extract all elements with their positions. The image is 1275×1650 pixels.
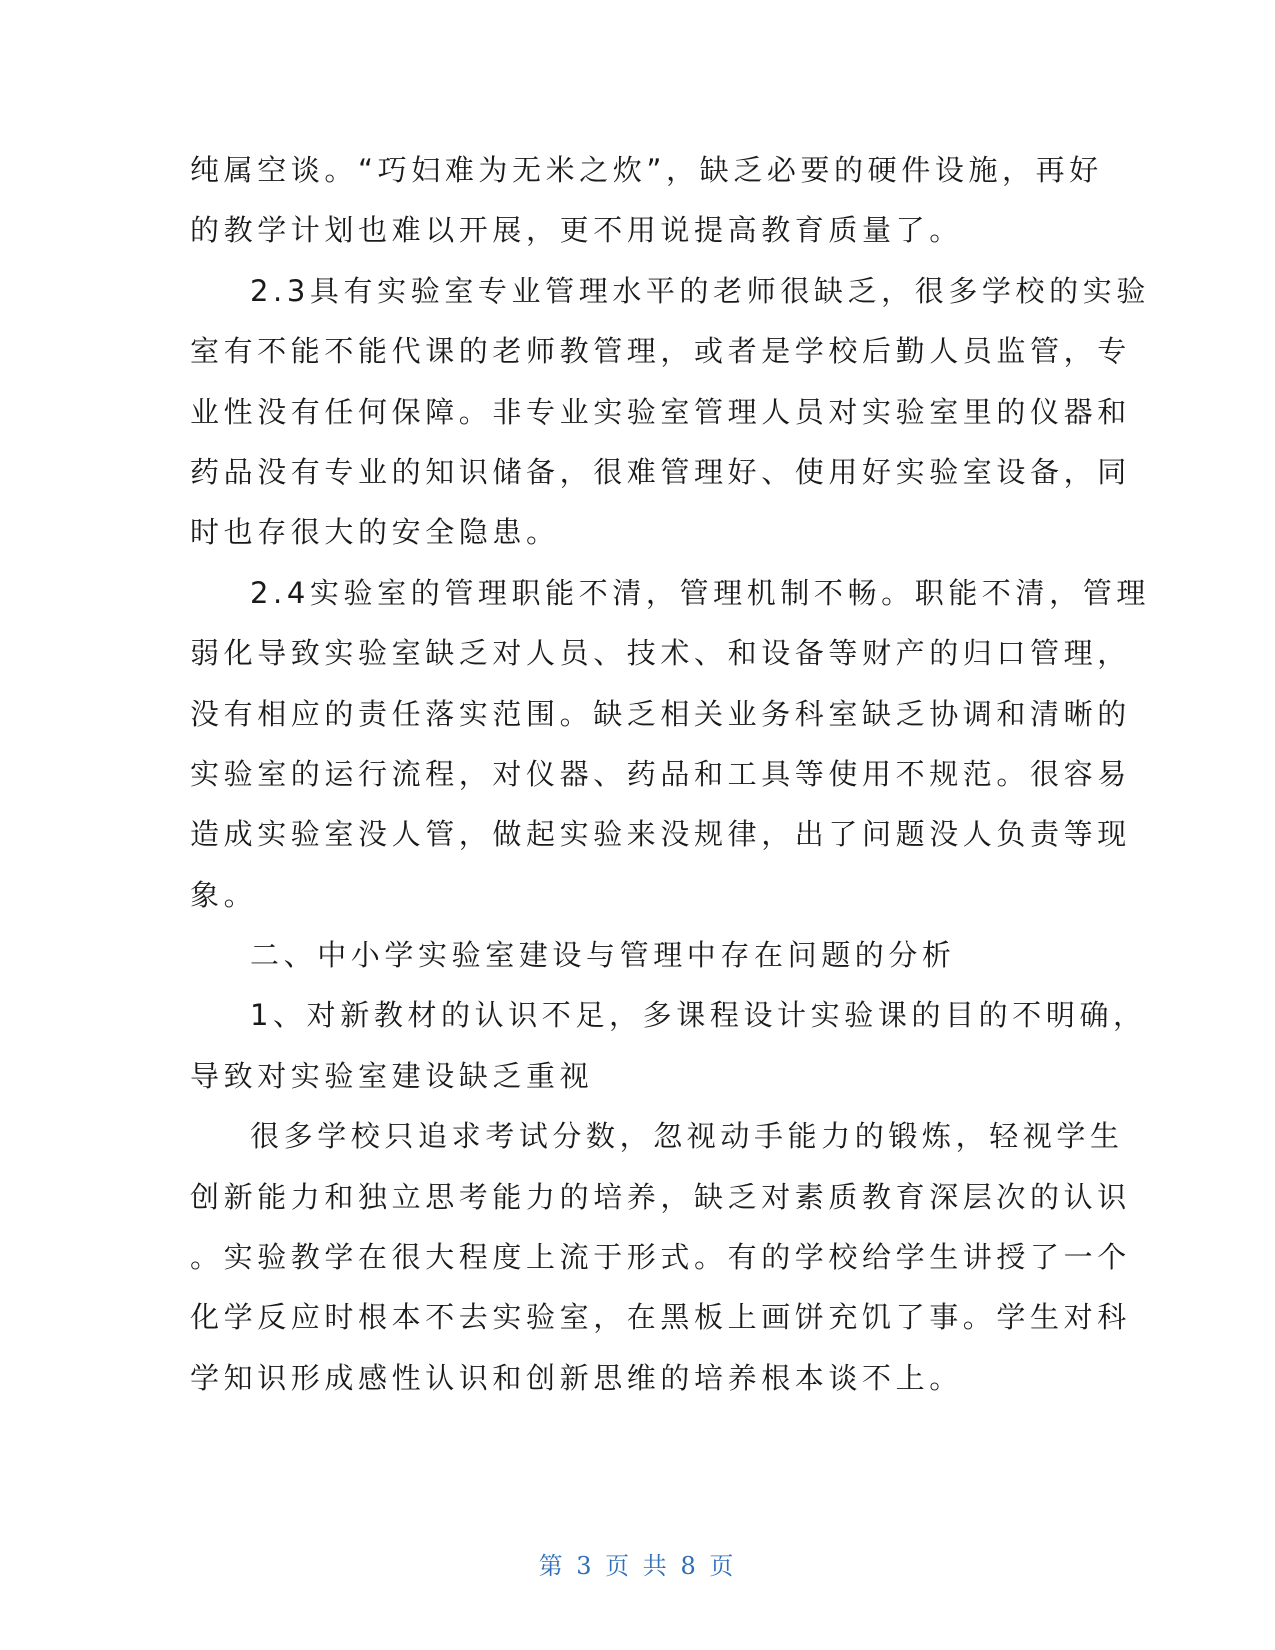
text-line-18: 创新能力和独立思考能力的培养，缺乏对素质教育深层次的认识 xyxy=(190,1179,1131,1214)
text-line-4: 室有不能不能代课的老师教管理，或者是学校后勤人员监管，专 xyxy=(190,334,1131,369)
text-line-2: 的教学计划也难以开展，更不用说提高教育质量了。 xyxy=(190,213,963,248)
text-line-7: 时也存很大的安全隐患。 xyxy=(190,515,560,550)
text-line-6: 药品没有专业的知识储备，很难管理好、使用好实验室设备，同 xyxy=(190,454,1131,489)
text-line-19: 。实验教学在很大程度上流于形式。有的学校给学生讲授了一个 xyxy=(190,1240,1131,1275)
text-line-21: 学知识形成感性认识和创新思维的培养根本谈不上。 xyxy=(190,1360,963,1395)
subsection-heading-line-1: 1、对新教材的认识不足，多课程设计实验课的目的不明确， xyxy=(250,998,1147,1033)
text-line-12: 造成实验室没人管，做起实验来没规律，出了问题没人负责等现 xyxy=(190,817,1131,852)
text-line-9: 弱化导致实验室缺乏对人员、技术、和设备等财产的归口管理， xyxy=(190,636,1131,671)
text-line-11: 实验室的运行流程，对仪器、药品和工具等使用不规范。很容易 xyxy=(190,756,1131,791)
page-number-footer: 第 3 页 共 8 页 xyxy=(538,1552,737,1580)
subsection-heading-line-2: 导致对实验室建设缺乏重视 xyxy=(190,1058,594,1093)
text-line-17: 很多学校只追求考试分数，忽视动手能力的锻炼，轻视学生 xyxy=(250,1119,1124,1154)
text-line-10: 没有相应的责任落实范围。缺乏相关业务科室缺乏协调和清晰的 xyxy=(190,696,1131,731)
text-line-13: 象。 xyxy=(190,877,258,912)
text-line-3: 2.3具有实验室专业管理水平的老师很缺乏，很多学校的实验 xyxy=(250,273,1150,308)
text-line-8: 2.4实验室的管理职能不清，管理机制不畅。职能不清，管理 xyxy=(250,575,1150,610)
text-line-20: 化学反应时根本不去实验室，在黑板上画饼充饥了事。学生对科 xyxy=(190,1300,1131,1335)
text-line-1: 纯属空谈。“巧妇难为无米之炊”，缺乏必要的硬件设施，再好 xyxy=(190,153,1103,187)
section-heading: 二、中小学实验室建设与管理中存在问题的分析 xyxy=(250,938,956,973)
document-body xyxy=(190,140,1150,1408)
text-line-5: 业性没有任何保障。非专业实验室管理人员对实验室里的仪器和 xyxy=(190,394,1131,429)
